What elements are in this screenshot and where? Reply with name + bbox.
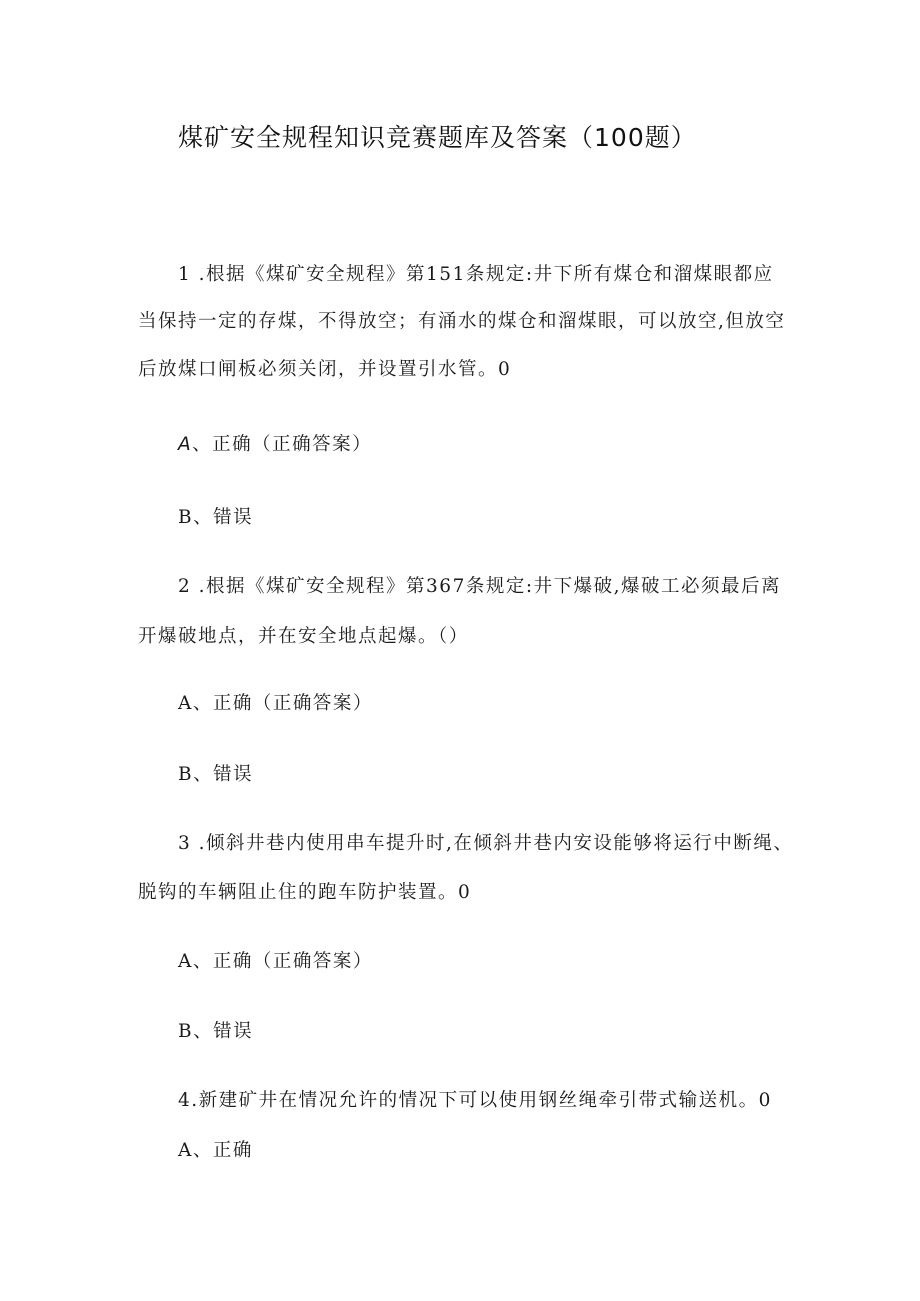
question-1-line-1: 1 .根据《煤矿安全规程》第151条规定:井下所有煤仓和溜煤眼都应: [178, 264, 774, 285]
option-a-text: 、正确（正确答案）: [192, 434, 373, 455]
question-3-line-2: 脱钩的车辆阻止住的跑车防护装置。0: [138, 882, 472, 903]
question-2-line-2: 开爆破地点，并在安全地点起爆。（）: [138, 626, 469, 647]
question-4-line-1: 4.新建矿井在情况允许的情况下可以使用钢丝绳牵引带式输送机。0: [178, 1090, 772, 1111]
question-1-option-a: [178, 433, 372, 457]
question-2-option-a: A、正确（正确答案）: [178, 693, 373, 714]
question-1-line-2: 当保持一定的存煤，不得放空；有涌水的煤仓和溜煤眼，可以放空,但放空: [138, 311, 786, 332]
question-3-line-1: 3 .倾斜井巷内使用串车提升时,在倾斜井巷内安设能够将运行中断绳、: [178, 833, 794, 854]
option-a-letter: A: [178, 434, 193, 455]
question-1-line-3: 后放煤口闸板必须关闭，并设置引水管。0: [138, 359, 512, 380]
question-3-option-a: A、正确（正确答案）: [178, 951, 373, 972]
question-2-option-b: B、错误: [178, 764, 254, 785]
document-title: 煤矿安全规程知识竞赛题库及答案（100题）: [178, 123, 697, 152]
question-4-option-a: A、正确: [178, 1140, 253, 1161]
question-3-option-b: B、错误: [178, 1021, 254, 1042]
question-2-line-1: 2 .根据《煤矿安全规程》第367条规定:井下爆破,爆破工必须最后离: [178, 576, 781, 597]
question-1-option-b: B、错误: [178, 507, 254, 528]
